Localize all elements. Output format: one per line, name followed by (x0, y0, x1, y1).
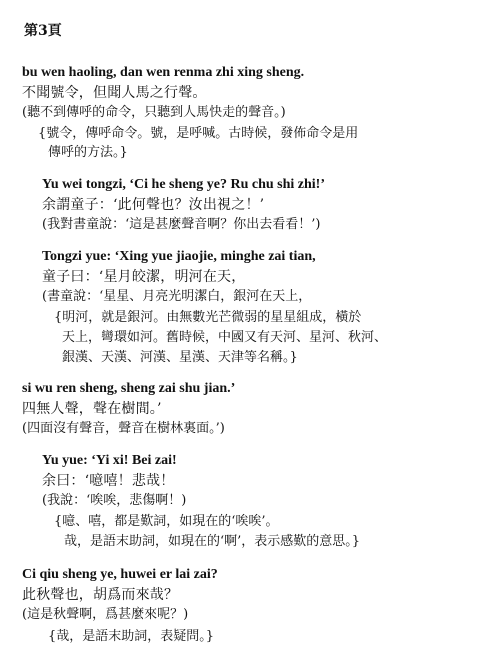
annotation-line: {哉，是語末助詞，表疑問。} (48, 629, 215, 644)
classical-chinese-line: 余曰：‘噫嘻！悲哉！ (42, 473, 175, 489)
translation-line: (書童說：‘星星、月亮光明潔白，銀河在天上， (42, 289, 312, 304)
translation-line: (聽不到傳呼的命令，只聽到人馬快走的聲音。) (22, 105, 286, 120)
classical-chinese-line: 童子曰：‘星月皎潔，明河在天， (42, 269, 246, 285)
annotation-line: 天上，彎環如河。舊時候，中國又有天河、星河、秋河、 (62, 330, 388, 345)
translation-line: (這是秋聲啊，爲甚麼來呢？) (22, 607, 189, 622)
annotation-line: 銀漢、天漢、河漢、星漢、天津等名稱。} (62, 350, 298, 365)
translation-line: (我對書童說：‘這是甚麼聲音啊？你出去看看！’) (42, 217, 321, 232)
pinyin-line: bu wen haoling, dan wen renma zhi xing sheng. (22, 65, 305, 80)
pinyin-line: Yu wei tongzi, ‘Ci he sheng ye? Ru chu shi zhi!’ (42, 177, 326, 192)
pinyin-line: si wu ren sheng, sheng zai shu jian.’ (22, 381, 236, 396)
annotation-line: 哉，是語末助詞，如現在的‘啊’，表示感歎的意思。} (64, 534, 361, 549)
page-number: 第3頁 (24, 23, 62, 39)
classical-chinese-line: 四無人聲，聲在樹間。’ (22, 401, 162, 417)
classical-chinese-line: 此秋聲也，胡爲而來哉？ (22, 587, 179, 603)
translation-line: (四面沒有聲音，聲音在樹林裏面。’) (22, 421, 225, 436)
pinyin-line: Tongzi yue: ‘Xing yue jiaojie, minghe zai tian, (42, 249, 316, 264)
annotation-line: {號令，傳呼命令。號，是呼喊。古時候，發佈命令是用 (38, 126, 359, 141)
annotation-line: {噫、嘻，都是歎詞，如現在的‘唉唉’。 (54, 514, 279, 529)
classical-chinese-line: 余謂童子：‘此何聲也？汝出視之！’ (42, 197, 265, 213)
annotation-line: {明河，就是銀河。由無數光芒微弱的星星組成，橫於 (54, 310, 362, 325)
pinyin-line: Yu yue: ‘Yi xi! Bei zai! (42, 453, 177, 468)
translation-line: (我說：‘唉唉，悲傷啊！) (42, 493, 187, 508)
classical-chinese-line: 不聞號令，但聞人馬之行聲。 (22, 85, 207, 101)
pinyin-line: Ci qiu sheng ye, huwei er lai zai? (22, 567, 218, 582)
annotation-line: 傳呼的方法。} (48, 145, 128, 160)
